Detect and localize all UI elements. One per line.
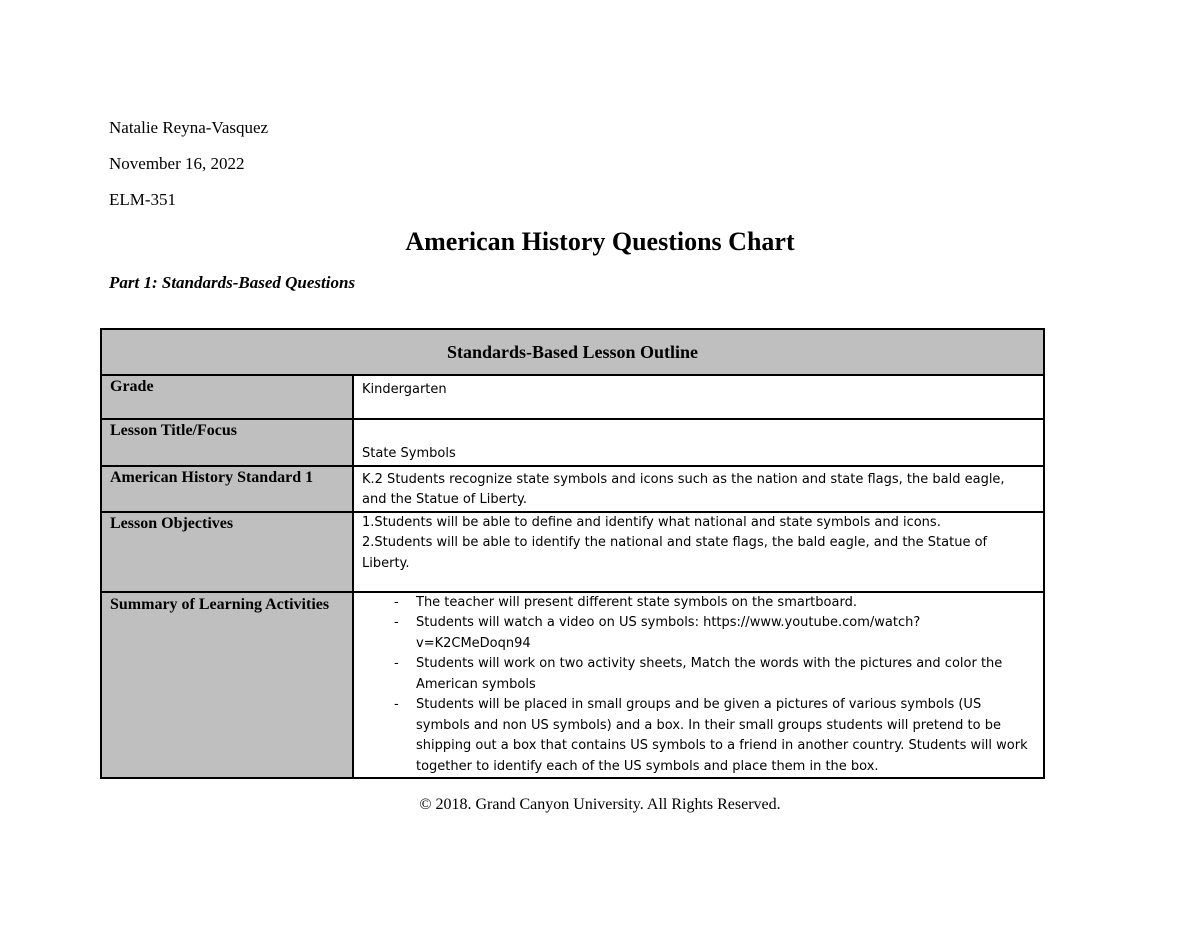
- activity-item: [394, 654, 1029, 695]
- bullet-dash: -: [394, 594, 399, 610]
- lesson-title-label-cell: [101, 419, 353, 466]
- activities-label: Summary of Learning Activities: [110, 595, 330, 613]
- activity-text: Students will be placed in small groups and be given a pictures of various symbols (US symbols and non US symbols) and a box. In their small groups students will pretend to be shipping out a box that contains US symbols to a friend in another country. Students will work together to identify each of the US symbols and place them in the box.: [416, 697, 1028, 774]
- document-title: American History Questions Chart: [405, 227, 795, 256]
- bullet-dash: -: [394, 697, 399, 712]
- lesson-title-value-cell: [353, 419, 1044, 466]
- grade-value-cell: [353, 375, 1044, 419]
- table-heading: Standards-Based Lesson Outline: [101, 329, 1044, 375]
- standard-label-cell: [101, 466, 353, 512]
- activities-label-cell: [101, 592, 353, 779]
- lesson-outline-table: [100, 328, 1045, 779]
- table-row-objectives: [101, 512, 1044, 592]
- table-row-grade: [101, 375, 1044, 419]
- bullet-dash: -: [394, 615, 399, 630]
- standard-label: American History Standard 1: [110, 468, 314, 486]
- table-row-lesson-title: [101, 419, 1044, 466]
- table-row-standard: [101, 466, 1044, 512]
- part-heading: Part 1: Standards-Based Questions: [109, 273, 356, 292]
- copyright-footer: © 2018. Grand Canyon University. All Rights Reserved.: [419, 796, 781, 813]
- activity-item: [394, 695, 1029, 777]
- document-date: November 16, 2022: [109, 154, 245, 173]
- activity-text: Students will watch a video on US symbols: https://www.youtube.com/watch?v=K2CMeDoqn94: [416, 615, 921, 651]
- objectives-label-cell: [101, 512, 353, 592]
- lesson-title-value: State Symbols: [362, 446, 456, 461]
- lesson-title-label: Lesson Title/Focus: [110, 422, 237, 439]
- course-code: ELM-351: [109, 190, 177, 209]
- standard-value-cell: [353, 466, 1044, 512]
- grade-label: Grade: [110, 378, 154, 395]
- grade-value: Kindergarten: [362, 382, 447, 397]
- activity-text: Students will work on two activity sheets, Match the words with the pictures and color the American symbols: [416, 656, 1003, 692]
- table-row-activities: [101, 592, 1044, 779]
- objectives-value-cell: [353, 512, 1044, 592]
- bullet-dash: -: [394, 656, 399, 671]
- activity-text: The teacher will present different state symbols on the smartboard.: [416, 594, 857, 610]
- author-name: Natalie Reyna-Vasquez: [109, 118, 269, 137]
- grade-label-cell: [101, 375, 353, 419]
- activity-item: [394, 593, 1029, 614]
- activities-list: [354, 593, 1043, 778]
- activities-value-cell: [353, 592, 1044, 779]
- standard-value: K.2 Students recognize state symbols and icons such as the nation and state flags, the bald eagle, and the Statue of Liberty.: [362, 471, 1005, 507]
- objective-item: 1.Students will be able to define and identify what national and state symbols and icons.: [362, 514, 941, 530]
- objectives-label: Lesson Objectives: [110, 514, 234, 532]
- activity-item: [394, 613, 1029, 654]
- objective-item: 2.Students will be able to identify the national and state flags, the bald eagle, and the Statue of Liberty.: [362, 535, 988, 571]
